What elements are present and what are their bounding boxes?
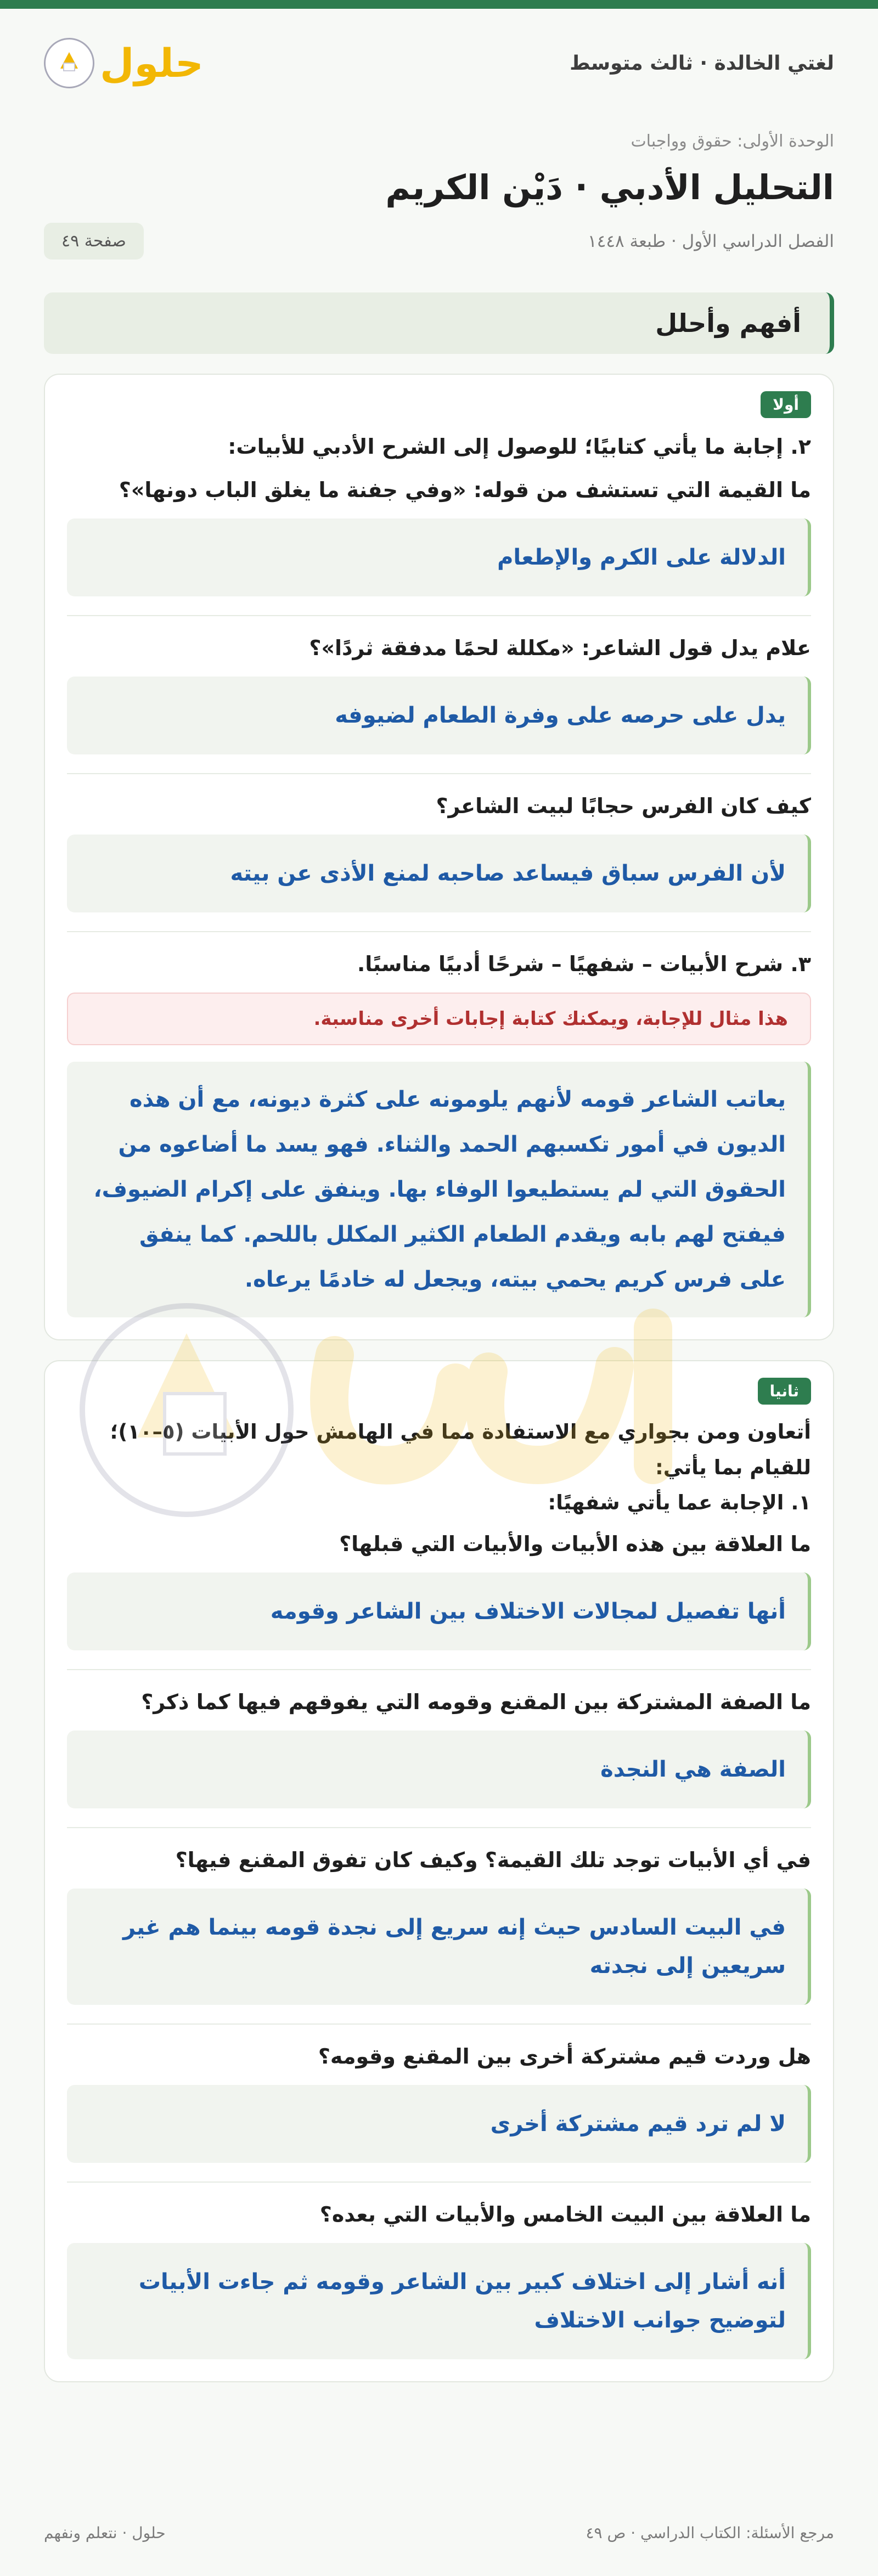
- question-text: ما العلاقة بين هذه الأبيات والأبيات التي قبلها؟: [339, 1532, 811, 1557]
- question-text: كيف كان الفرس حجابًا لبيت الشاعر؟: [436, 793, 811, 818]
- divider: [67, 2023, 811, 2025]
- question-text: علام يدل قول الشاعر: «مكللة لحمًا مدفقة ثردًا»؟: [309, 635, 811, 660]
- part-one-card: [44, 374, 834, 1340]
- page-badge: صفحة ٤٩: [44, 223, 144, 260]
- part-two-subheading: ١. الإجابة عما يأتي شفهيًا:: [548, 1491, 811, 1515]
- answer-box: الدلالة على الكرم والإطعام: [67, 518, 811, 596]
- qa-item: [67, 1532, 811, 1650]
- qa-item: [67, 636, 811, 754]
- divider: [67, 1669, 811, 1670]
- top-accent-bar: [0, 0, 878, 9]
- edition-text: الفصل الدراسي الأول · طبعة ١٤٤٨: [588, 231, 834, 251]
- divider: [67, 615, 811, 616]
- explain-answer-box: يعاتب الشاعر قومه لأنهم يلومونه على كثرة ديونه، مع أن هذه الديون في أمور تكسبهم الحمد والثناء. فهو يسد ما أضاعوه من الحقوق التي لم يستطيعوا الوفاء بها. وينفق على إكرام الضيوف، فيفتح لهم بابه ويقدم الطعام الكثير المكلل باللحم. كما ينفق على فرس كريم يحمي بيته، ويجعل له خادمًا يرعاه.: [67, 1062, 811, 1317]
- page-footer: [44, 2524, 834, 2542]
- answer-box: أنه أشار إلى اختلاف كبير بين الشاعر وقومه ثم جاءت الأبيات لتوضيح جوانب الاختلاف: [67, 2243, 811, 2359]
- answer-box: يدل على حرصه على وفرة الطعام لضيوفه: [67, 677, 811, 754]
- answer-box: في البيت السادس حيث إنه سريع إلى نجدة قومه بينما هم غير سريعين إلى نجدته: [67, 1889, 811, 2005]
- answer-box: لأن الفرس سباق فيساعد صاحبه لمنع الأذى عن بيته: [67, 835, 811, 912]
- lesson-title: التحليل الأدبي · دَيْن الكريم: [385, 167, 834, 207]
- divider: [67, 931, 811, 932]
- divider: [67, 773, 811, 774]
- section-heading: أفهم وأحلل: [44, 292, 834, 354]
- question-text: في أي الأبيات توجد تلك القيمة؟ وكيف كان تفوق المقنع فيها؟: [175, 1848, 811, 1873]
- answer-box: أنها تفصيل لمجالات الاختلاف بين الشاعر وقومه: [67, 1572, 811, 1650]
- question-text: ما العلاقة بين البيت الخامس والأبيات التي بعده؟: [319, 2202, 811, 2227]
- qa-item: [67, 1690, 811, 1808]
- question-text: ما الصفة المشتركة بين المقنع وقومه التي يفوقهم فيها كما ذكر؟: [141, 1690, 811, 1715]
- unit-label: الوحدة الأولى: حقوق وواجبات: [631, 132, 834, 151]
- qa-item: [67, 478, 811, 596]
- qa-item: [67, 794, 811, 912]
- sample-answer-note: هذا مثال للإجابة، ويمكنك كتابة إجابات أخرى مناسبة.: [67, 993, 811, 1045]
- answer-box: الصفة هي النجدة: [67, 1731, 811, 1808]
- footer-brand[interactable]: حلول · نتعلم ونفهم: [44, 2524, 166, 2542]
- logo-text: حلول: [100, 40, 204, 86]
- course-title: لغتي الخالدة · ثالث متوسط: [570, 52, 834, 75]
- page-header: [0, 9, 878, 86]
- footer-reference: مرجع الأسئلة: الكتاب الدراسي · ص ٤٩: [586, 2524, 834, 2542]
- part-two-badge: ثانيا: [758, 1378, 811, 1405]
- logo-icon: [44, 38, 94, 88]
- explain-heading: ٣. شرح الأبيات – شفهيًا – شرحًا أدبيًا مناسبًا.: [357, 951, 811, 976]
- meta-row: [0, 223, 878, 260]
- answer-box: لا لم ترد قيم مشتركة أخرى: [67, 2085, 811, 2163]
- qa-item: [67, 2202, 811, 2359]
- qa-item: [67, 1848, 811, 2005]
- question-text: ما القيمة التي تستشف من قوله: «وفي جفنة ما يغلق الباب دونها»؟: [119, 477, 811, 502]
- divider: [67, 1827, 811, 1828]
- part-two-card: [44, 1360, 834, 2382]
- part-one-badge: أولا: [761, 391, 811, 418]
- question-text: هل وردت قيم مشتركة أخرى بين المقنع وقومه؟: [318, 2044, 811, 2069]
- divider: [67, 2182, 811, 2183]
- site-logo[interactable]: [44, 38, 204, 88]
- part-two-intro: أتعاون ومن بجواري مع الاستفادة مما في الهامش حول الأبيات (٥–١٠)؛ للقيام بما يأتي:: [110, 1419, 811, 1479]
- part-one-heading: ٢. إجابة ما يأتي كتابيًا؛ للوصول إلى الشرح الأدبي للأبيات:: [228, 435, 811, 459]
- qa-item: [67, 2044, 811, 2163]
